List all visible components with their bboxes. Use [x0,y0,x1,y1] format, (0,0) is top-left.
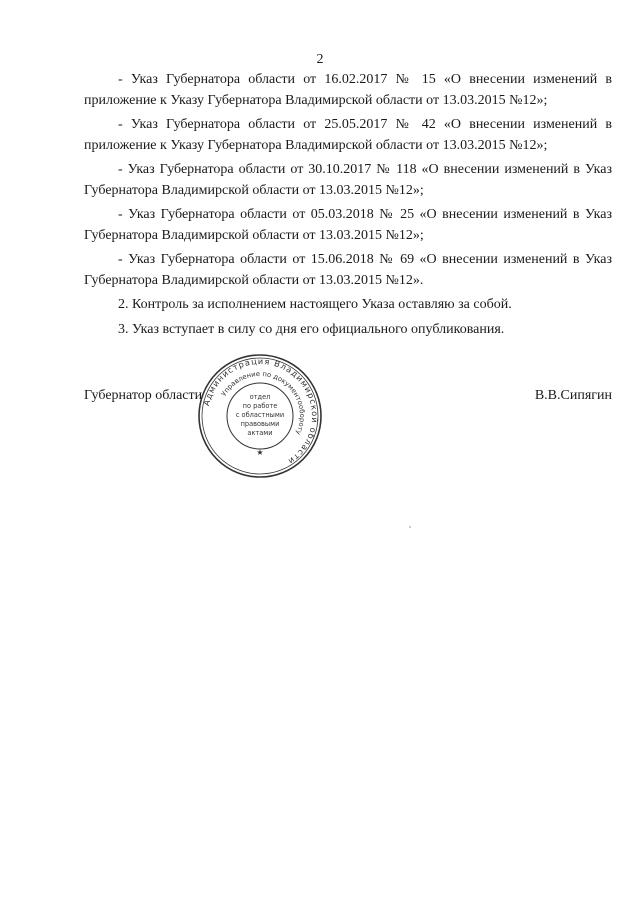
paragraph-control: 2. Контроль за исполнением настоящего Указа оставляю за собой. [118,297,512,312]
list-item: - Указ Губернатора области от 16.02.2017 № 15 «О внесении изменений в приложение к Указу Губернатора Владимирской области от 13.03.2015 №12»; [84,72,612,108]
stamp-center-line: актами [247,429,273,437]
list-item: - Указ Губернатора области от 25.05.2017 № 42 «О внесении изменений в приложение к Указу Губернатора Владимирской области от 13.03.2015 №12»; [84,117,612,153]
stamp-inner-ring-text: Управление по документообороту [219,369,307,437]
stamp-seal [196,352,324,480]
stamp-center-line: правовыми [240,420,280,428]
list-item: - Указ Губернатора области от 05.03.2018 № 25 «О внесении изменений в Указ Губернатора Владимирской области от 13.03.2015 №12»; [84,207,612,243]
stamp-center-line: с областными [235,411,285,419]
stamp-center-line: отдел [249,393,271,401]
stamp-center-line: по работе [242,402,278,410]
document-body [84,70,612,344]
page-number: 2 [316,52,324,67]
list-item: - Указ Губернатора области от 15.06.2018 № 69 «О внесении изменений в Указ Губернатора Владимирской области от 13.03.2015 №12». [84,252,612,288]
official-stamp [196,352,324,480]
signatory-title: Губернатор области [84,388,203,403]
list-item: - Указ Губернатора области от 30.10.2017 № 118 «О внесении изменений в Указ Губернатора Владимирской области от 13.03.2015 №12»; [84,162,612,198]
signatory-name: В.В.Сипягин [534,388,612,403]
stamp-outer-text: Администрация Владимирской области [201,355,321,468]
paragraph-effective: 3. Указ вступает в силу со дня его официального опубликования. [118,321,505,337]
scan-speck [409,526,411,528]
stamp-star: ★ [256,448,264,457]
